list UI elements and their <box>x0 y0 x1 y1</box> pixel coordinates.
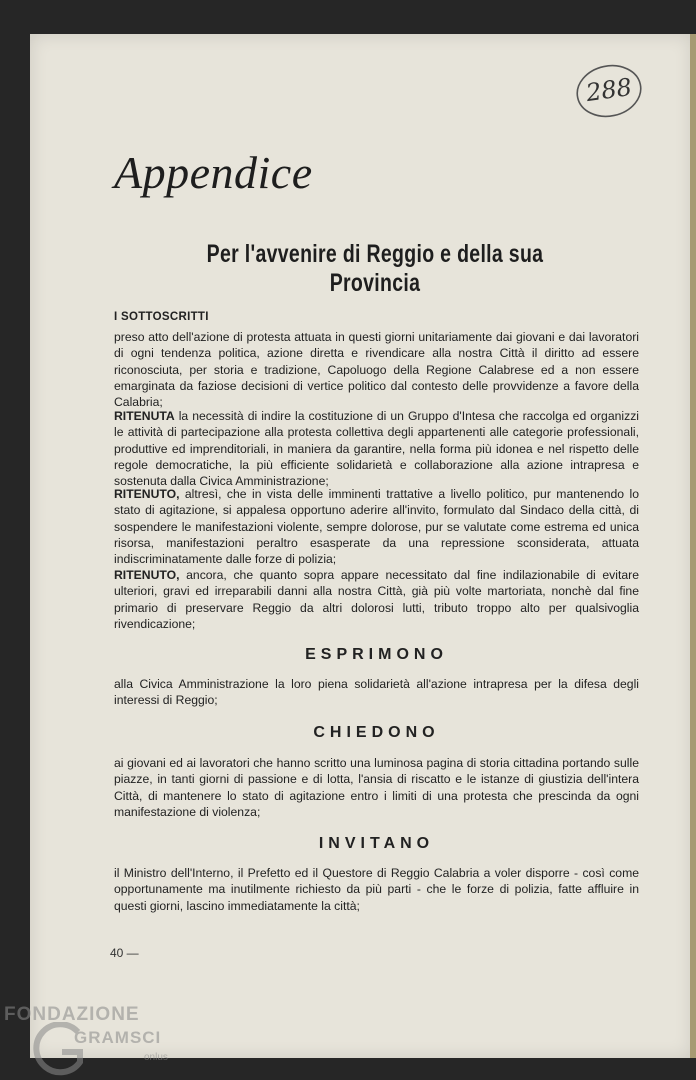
ritenuto-ancora-lead: RITENUTO, <box>114 568 180 582</box>
ritenuta-lead: RITENUTA <box>114 409 175 423</box>
page-edge <box>690 34 696 1058</box>
ritenuto-altresi-text: altresì, che in vista delle imminenti trattative a livello politico, pur mantenendo lo stato di agitazione, si appalesa opportuno aderire all'invito, formulato dal Sindaco della città, di sospendere le manifestazioni violente, sempre dolorose, pur se valutate come estrema ed unica risorsa, manifestazioni peraltro esasperate da una repressione sconsiderata, attuata indiscriminatamente dalle forze di polizia; <box>114 487 639 567</box>
invitano-paragraph: il Ministro dell'Interno, il Prefetto ed il Questore di Reggio Calabria a voler disporre - così come opportunamente ma inutilmente richiesto da più parti - che le forze di polizia, fatte affluire in questi giorni, lascino immediatamente la città; <box>114 866 639 913</box>
ritenuto-ancora-text: ancora, che quanto sopra appare necessitato dal fine indilazionabile di evitare ulteriori, gravi ed irreparabili danni alla nostra Città, già più volte martoriata, nonchè dal fine primario di preservare Reggio da altri dolorosi lutti, tributo troppo alto per qualsivoglia rivendicazione; <box>114 568 639 631</box>
page-title: Appendice <box>114 147 313 198</box>
heading-invitano: INVITANO <box>318 835 435 852</box>
watermark-logo <box>4 1004 184 1074</box>
ritenuta-text: la necessità di indire la costituzione di un Gruppo d'Intesa che raccolga ed organizzi le attività di partecipazione alla protesta collettiva degli appartenenti alle categorie professionali, produttive ed imprenditoriali, in maniera da garantire, nella forma più idonea e nel rispetto delle regole democratiche, la più efficiente solidarietà e collaborazione alla azione intrapresa e sostenuta dalla Civica Amministrazione; <box>114 409 639 489</box>
watermark-line3: onlus <box>144 1052 168 1063</box>
chiedono-paragraph: ai giovani ed ai lavoratori che hanno scritto una luminosa pagina di storia cittadina portando sulle piazze, in tanti giorni di passione e di lotta, l'ansia di riscatto e le istanze di giustizia dell'intera Città, di mantenere lo stato di agitazione entro i limiti di una protesta che prescinda da ogni manifestazione di violenza; <box>114 756 639 819</box>
archive-number-stamp <box>574 62 644 120</box>
page-subtitle: Per l'avvenire di Reggio e della sua Provincia <box>206 240 544 297</box>
ritenuta-paragraph <box>114 408 639 489</box>
ritenuto-ancora-paragraph <box>114 567 639 632</box>
preamble-paragraph <box>114 329 639 410</box>
page-number: 40 — <box>110 946 139 960</box>
watermark-line2: GRAMSCI <box>74 1028 162 1047</box>
esprimono-paragraph: alla Civica Amministrazione la loro piena solidarietà all'azione intrapresa per la difesa degli interessi di Reggio; <box>114 677 639 708</box>
heading-chiedono: CHIEDONO <box>313 724 440 741</box>
archive-number: 288 <box>584 72 634 108</box>
ritenuto-altresi-lead: RITENUTO, <box>114 487 180 501</box>
preamble-text: preso atto dell'azione di protesta attuata in questi giorni unitariamente dai giovani e dai lavoratori di ogni tendenza politica, azione diretta e rivendicare alla nostra Città il diritto ad essere riconosciuta, per storia e tradizione, Capoluogo della Regione Calabrese ed a non essere emarginata da faziose decisioni di vertice politico dal contesto delle provvidenze a favore della Calabria; <box>114 330 639 410</box>
watermark-line1: FONDAZIONE <box>4 1004 140 1025</box>
section-label: I SOTTOSCRITTI <box>114 311 209 323</box>
heading-esprimono: ESPRIMONO <box>305 646 448 663</box>
ritenuto-altresi-paragraph <box>114 486 639 567</box>
